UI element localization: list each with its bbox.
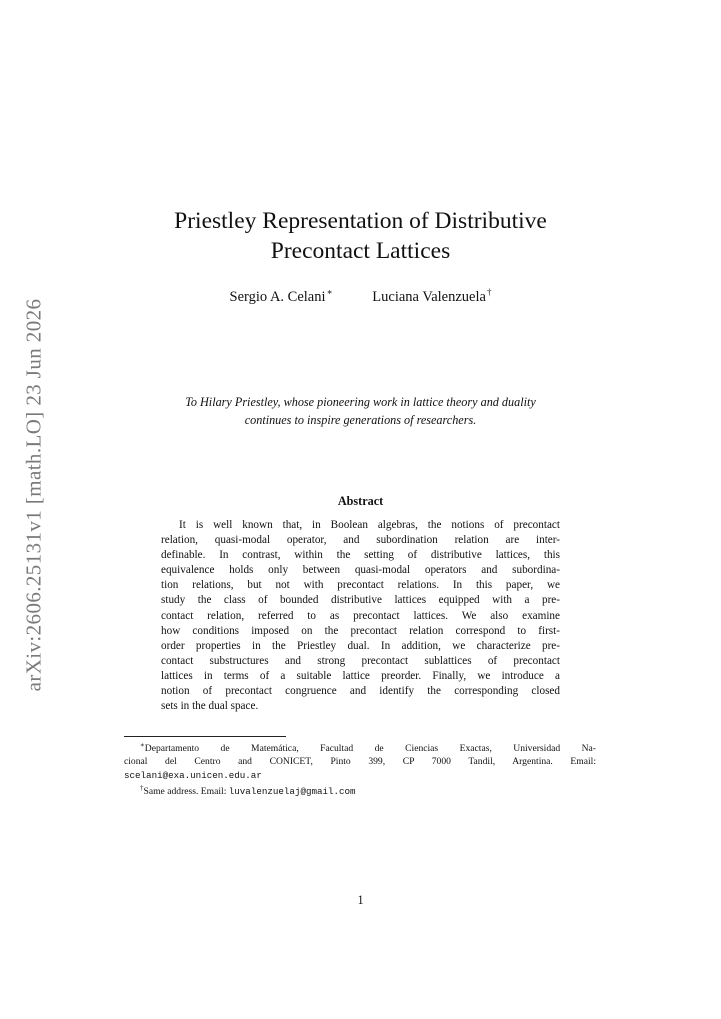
author-name: Luciana Valenzuela: [372, 289, 486, 305]
title-line-2: Precontact Lattices: [270, 238, 451, 264]
abstract-line: It is well known that, in Boolean algebras, the notions of precontact: [179, 519, 560, 531]
abstract-line: contact relation, referred to as precontact lattices. We also examine: [161, 609, 560, 622]
abstract-line: order properties in the Priestley dual. In addition, we characterize pre-: [161, 639, 560, 652]
abstract-line: study the class of bounded distributive lattices equipped with a pre-: [161, 594, 560, 607]
footnote-1-line-1: [124, 739, 596, 755]
footnote-2: [124, 782, 596, 798]
footnote-2-mark: †: [140, 784, 144, 793]
author-valenzuela: [372, 287, 491, 306]
dedication-line-2: continues to inspire generations of researchers.: [244, 413, 477, 427]
abstract-body: [161, 518, 560, 714]
author-name: Sergio A. Celani: [229, 289, 326, 305]
author-celani: [230, 287, 333, 306]
abstract-line: tion relations, but not with precontact relations. In this paper, we: [161, 579, 560, 592]
paper-title: [0, 206, 721, 266]
author-list: [0, 287, 721, 306]
footnote-1-mark: ∗: [140, 741, 145, 749]
abstract-line: definable. In contrast, within the setting of distributive lattices, this: [161, 549, 560, 562]
abstract-heading: Abstract: [337, 494, 384, 508]
abstract-line: sets in the dual space.: [161, 700, 259, 713]
dedication: [120, 393, 601, 429]
abstract-line: how conditions imposed on the precontact relation correspond to first-: [161, 624, 560, 637]
footnote-2-text: Same address. Email:: [143, 786, 229, 798]
abstract-line: contact substructures and strong precontact sublattices of precontact: [161, 654, 560, 667]
dedication-line-1: To Hilary Priestley, whose pioneering work in lattice theory and duality: [185, 395, 536, 409]
footnote-1-text: Departamento de Matemática, Facultad de Ciencias Exactas, Universidad Na-: [144, 743, 596, 754]
footnote-2-email: luvalenzuelaj@gmail.com: [228, 786, 356, 798]
title-line-1: Priestley Representation of Distributive: [174, 208, 547, 234]
abstract-line: equivalence holds only between quasi-modal operators and subordina-: [161, 564, 560, 577]
abstract-line: notion of precontact congruence and identify the corresponding closed: [161, 685, 560, 698]
abstract-line: relation, quasi-modal operator, and subordination relation are inter-: [161, 534, 560, 547]
footnotes: [124, 739, 596, 799]
arxiv-identifier-stamp: arXiv:2606.25131v1 [math.LO] 23 Jun 2026: [21, 298, 46, 692]
footnote-1-email: scelani@exa.unicen.edu.ar: [124, 769, 262, 781]
footnote-1-line-2: cional del Centro and CONICET, Pinto 399, CP 7000 Tandil, Argentina. Email:: [124, 756, 596, 768]
abstract-line: lattices in terms of a suitable lattice preorder. Finally, we introduce a: [161, 669, 560, 682]
author-footnote-mark: †: [486, 287, 492, 297]
page-number: 1: [357, 893, 364, 907]
footnote-separator: [124, 736, 286, 737]
author-footnote-mark: ∗: [326, 287, 333, 297]
